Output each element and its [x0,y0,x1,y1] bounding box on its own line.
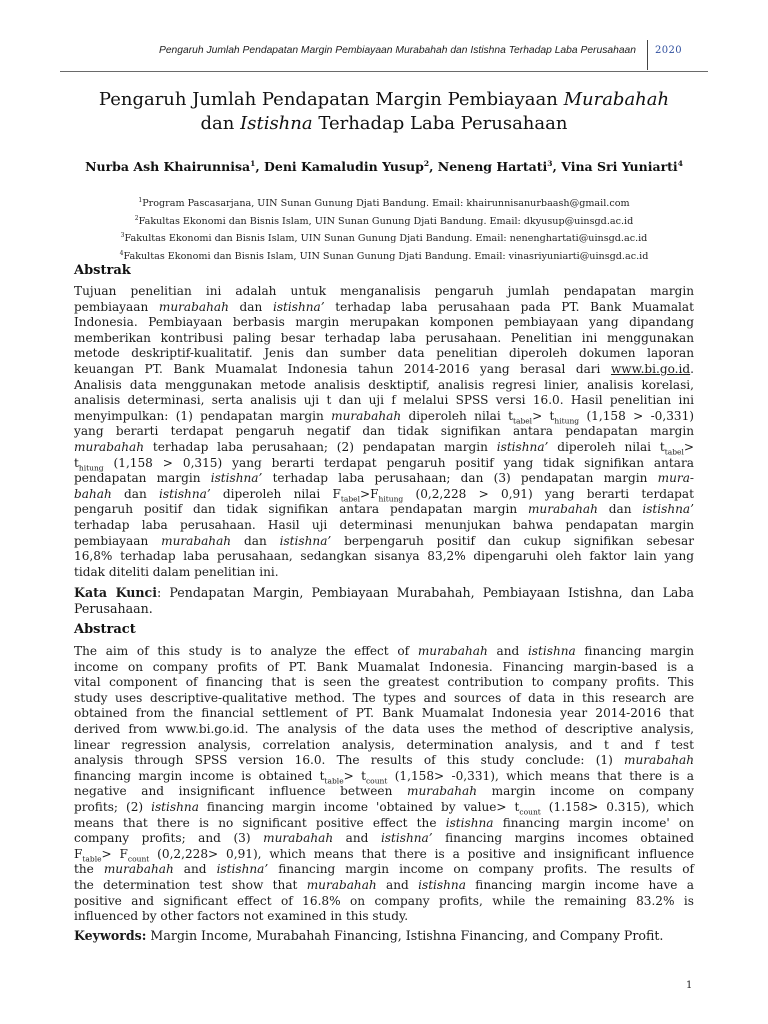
author-name: Neneng Hartati [437,159,548,175]
kata-kunci-label: Kata Kunci [74,585,158,600]
author-list: Nurba Ash Khairunnisa$^1$, Deni Kamaludin Yusup$^2$, Neneng Hartati$^3$, Vina Sri Yuniarti$^4$ [85,159,683,175]
running-header-year: 2020 [654,45,682,56]
abstract-paragraph: The aim of this study is to analyze the effect of murabahah and istishna financing margin income on company profits of PT. Bank Muamalat Indonesia. Financing margin-based is a vital component of financing that is seen the greatest contribution to company profits. This study uses descriptive-qualitative method. The types and sources of data in this research are obtained from the financial settlement of PT. Bank Muamalat Indonesia year 2014-2016 that derived from www.bi.go.id. The analysis of the data uses the method of descriptive analysis, linear regression analysis, correlation analysis, determination analysis, and t and f test analysis through SPSS version 16.0. The results of this study conclude: (1) murabahah financing margin income is obtained $t_{table}> t_{count}$ (1,158> -0,331), which means that there is a negative and insignificant influence between murabahah margin income on company profits; (2) istishna financing margin income 'obtained by value> $t_{count}$ (1.158> 0.315), which means that there is no significant positive effect the istishna financing margin income' on company profits; and (3) murabahah and istishna’ financing margins incomes obtained $F_{table}> F_{count}$ (0,2,228> 0,91), which means that there is a positive and insignificant influence the murabahah and istishna’ financing margin income on company profits. The results of the determination test show that murabahah and istishna financing margin income have a positive and significant effect of 16.8% on company profits, while the remaining 83.2% is influenced by other factors not examined in this study. [74,644,694,924]
affiliation-list [60,194,708,265]
kata-kunci: Kata Kunci: Pendapatan Margin, Pembiayaan Murabahah, Pembiayaan Istishna, dan Laba Perusahaan. [74,585,695,616]
keywords: Keywords: Margin Income, Murabahah Financing, Istishna Financing, and Company Profit. [74,928,664,943]
affiliation-line: $^2$Fakultas Ekonomi dan Bisnis Islam, UIN Sunan Gunung Djati Bandung. Email: dkyusup@uinsgd.ac.id [134,214,634,227]
running-header-title: Pengaruh Jumlah Pendapatan Margin Pembiayaan Murabahah dan Istishna Terhadap Laba Perusahaan [158,45,636,56]
author-name: Nurba Ash Khairunnisa [85,159,251,175]
running-header [60,40,708,72]
affiliation-line: $^1$Program Pascasarjana, UIN Sunan Gunung Djati Bandung. Email: khairunnisanurbaash@gmail.com [138,197,630,210]
keywords-label: Keywords: [74,928,147,943]
author-name: Deni Kamaludin Yusup [264,159,424,175]
abstrak-heading: Abstrak [74,263,131,278]
bi-link[interactable]: www.bi.go.id [610,361,691,376]
running-header-separator [647,40,648,70]
affiliation-line: $^3$Fakultas Ekonomi dan Bisnis Islam, UIN Sunan Gunung Djati Bandung. Email: nenenghartati@uinsgd.ac.id [120,232,648,245]
page-number: 1 [686,980,693,991]
affiliation-line: $^4$Fakultas Ekonomi dan Bisnis Islam, UIN Sunan Gunung Djati Bandung. Email: vinasriyuniarti@uinsgd.ac.id [119,250,649,263]
paper-title: Pengaruh Jumlah Pendapatan Margin Pembiayaan Murabahah dan Istishna Terhadap Laba Perusahaan [98,89,670,134]
author-name: Vina Sri Yuniarti [561,159,678,175]
abstract-heading: Abstract [74,622,136,637]
running-header-rule [60,71,708,72]
abstrak-paragraph: Tujuan penelitian ini adalah untuk menganalisis pengaruh jumlah pendapatan margin pembiayaan murabahah dan istishna’ terhadap laba perusahaan pada PT. Bank Muamalat Indonesia. Pembiayaan berbasis margin merupakan komponen pembiayaan yang dipandang memberikan kontribusi paling besar terhadap laba perusahaan. Penelitian ini menggunakan metode deskriptif-kualitatif. Jenis dan sumber data penelitian diperoleh dokumen laporan keuangan PT. Bank Muamalat Indonesia tahun 2014-2016 yang berasal dari www.bi.go.id. Analisis data menggunakan metode analisis desktiptif, analisis regresi linier, analisis korelasi, analisis determinasi, serta analisis uji t dan uji f melalui SPSS versi 16.0. Hasil penelitian ini menyimpulkan: (1) pendapatan margin murabahah diperoleh nilai $t_{tabel}> t_{hitung}$ (1,158 > -0,331) yang berarti terdapat pengaruh negatif dan tidak signifikan antara pendapatan margin murabahah terhadap laba perusahaan; (2) pendapatan margin istishna’ diperoleh nilai $t_{tabel}>$ $t_{hitung}$ (1,158 > 0,315) yang berarti terdapat pengaruh positif yang tidak signifikan antara pendapatan margin istishna’ terhadap laba perusahaan; dan (3) pendapatan margin mura- bahah dan istishna’ diperoleh nilai $F_{tabel}>F_{hitung}$ (0,2,228 > 0,91) yang berarti terdapat pengaruh positif dan tidak signifikan antara pendapatan margin murabahah dan istishna’ terhadap laba perusahaan. Hasil uji determinasi menunjukan bahwa pendapatan margin pembiayaan murabahah dan istishna’ berpengaruh positif dan cukup signifikan sebesar 16,8% terhadap laba perusahaan, sedangkan sisanya 83,2% dipengaruhi oleh faktor lain yang tidak diteliti dalam penelitian ini. [74,284,694,579]
